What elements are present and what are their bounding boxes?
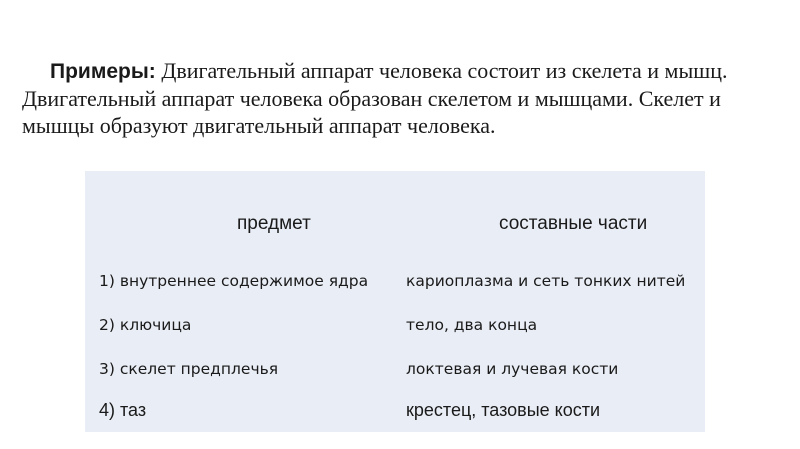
row-2-parts: тело, два конца (406, 316, 538, 334)
row-4-parts: крестец, тазовые кости (406, 400, 601, 420)
header-subject: предмет (237, 213, 311, 234)
examples-text: Двигательный аппарат человека состоит из скелета и мышц. Двигательный аппарат человека образован скелетом и мышцами. Скелет и мышцы образуют двигательный аппарат человека. (22, 58, 728, 138)
row-1-subject: 1) внутреннее содержимое ядра (99, 272, 369, 290)
row-1-parts: кариоплазма и сеть тонких нитей (406, 272, 686, 290)
header-parts: составные части (499, 213, 648, 234)
row-4-subject: 4) таз (99, 400, 147, 420)
row-3-subject: 3) скелет предплечья (99, 360, 279, 378)
composition-table (85, 171, 705, 432)
row-2-subject: 2) ключица (99, 316, 192, 334)
examples-label: Примеры: (50, 60, 156, 83)
examples-paragraph (22, 57, 742, 139)
row-3-parts: локтевая и лучевая кости (406, 360, 619, 378)
